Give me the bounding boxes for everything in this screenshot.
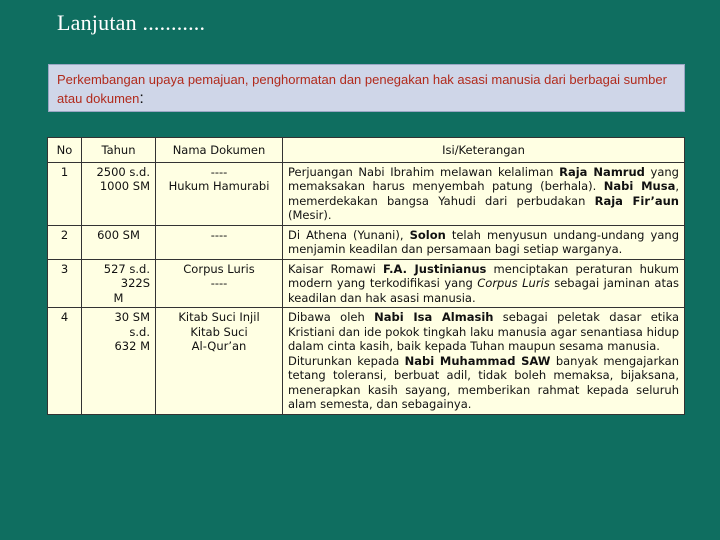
isi-text: Diturunkan kepada <box>288 353 405 368</box>
nama-line: ---- <box>210 276 228 290</box>
tahun-line: 632 M <box>114 339 150 353</box>
row-tahun <box>82 259 156 308</box>
subtitle-colon: : <box>139 90 144 107</box>
isi-bold: F.A. Justinianus <box>383 261 487 276</box>
tahun-line: 2500 s.d. <box>96 164 150 179</box>
isi-text: menciptakan peraturan hukum modern yang terkodifikasi yang <box>288 261 679 290</box>
tahun-line: s.d. <box>129 324 150 339</box>
isi-bold: Raja Namrud <box>559 164 645 179</box>
isi-text: yang memaksakan harus menyembah patung (berhala). <box>288 164 679 193</box>
isi-bold: Nabi Musa <box>603 179 676 193</box>
isi-text: , memerdekakan bangsa Yahudi dari perbudakan <box>288 179 679 208</box>
isi-text: Dibawa oleh <box>288 310 375 324</box>
isi-bold: Raja Fir’aun <box>594 193 679 208</box>
isi-text: telah menyusun undang-undang yang menjamin keadilan dan persamaan bagi setiap warganya. <box>288 227 679 256</box>
table-row <box>48 259 685 308</box>
row-isi <box>283 259 685 308</box>
row-no: 2 <box>48 225 82 259</box>
isi-text: sebagai jaminan atas keadilan dan hak asasi manusia. <box>288 276 679 305</box>
row-no: 3 <box>48 259 82 308</box>
document-table <box>47 137 685 415</box>
header-tahun: Tahun <box>82 138 156 163</box>
nama-line: ---- <box>210 164 228 179</box>
isi-paragraph <box>288 310 679 354</box>
page-title: Lanjutan ........... <box>57 10 206 35</box>
row-isi <box>283 308 685 415</box>
row-tahun <box>82 308 156 415</box>
isi-paragraph <box>288 354 679 412</box>
row-tahun <box>82 225 156 259</box>
row-nama-dokumen <box>156 162 283 225</box>
row-no: 1 <box>48 162 82 225</box>
table-header-row <box>48 138 685 163</box>
isi-text: Kaisar Romawi <box>288 261 384 276</box>
tahun-line: 600 SM <box>97 227 140 242</box>
isi-text: sebagai peletak dasar etika Kristiani dan ide pokok tingkah laku manusia agar senantiasa hidup dalam cinta kasih, baik kepada Tuhan maupun sesama manusia. <box>288 310 679 353</box>
header-nama-dokumen: Nama Dokumen <box>156 138 283 163</box>
nama-line: Kitab Suci <box>190 324 248 339</box>
table-row <box>48 308 685 415</box>
nama-line: Kitab Suci Injil <box>178 310 260 324</box>
isi-text: Di Athena (Yunani), <box>288 227 410 242</box>
nama-line: Corpus Luris <box>183 261 255 276</box>
row-no: 4 <box>48 308 82 415</box>
isi-text: Perjuangan Nabi Ibrahim melawan kelaliman <box>288 164 560 179</box>
tahun-line: 30 SM <box>114 310 150 324</box>
row-nama-dokumen <box>156 259 283 308</box>
row-isi <box>283 225 685 259</box>
subtitle-box <box>48 64 685 112</box>
subtitle-text: Perkembangan upaya pemajuan, penghormatan dan penegakan hak asasi manusia dari berbagai sumber atau dokumen <box>57 72 667 106</box>
nama-line: Al-Qur’an <box>191 339 247 353</box>
isi-bold: Nabi Isa Almasih <box>374 310 494 324</box>
nama-line: Hukum Hamurabi <box>168 179 270 193</box>
row-nama-dokumen <box>156 308 283 415</box>
isi-bold: Solon <box>409 227 446 242</box>
isi-bold: Nabi Muhammad SAW <box>404 353 551 368</box>
row-isi <box>283 162 685 225</box>
tahun-line: 1000 SM <box>99 179 150 193</box>
isi-italic: Corpus Luris <box>477 276 550 290</box>
isi-text: (Mesir). <box>288 208 332 222</box>
tahun-line: M <box>113 290 124 305</box>
table-row <box>48 162 685 225</box>
tahun-line: 527 s.d. <box>103 261 150 276</box>
isi-text: banyak mengajarkan tetang toleransi, berbuat adil, tidak boleh memaksa, bijaksana, menerapkan kasih sayang, memberikan rahmat kepada seluruh alam semesta, dan sebagainya. <box>288 353 679 411</box>
header-isi-keterangan: Isi/Keterangan <box>283 138 685 163</box>
header-no: No <box>48 138 82 163</box>
row-nama-dokumen <box>156 225 283 259</box>
nama-line: ---- <box>210 227 228 242</box>
tahun-line: 322S <box>120 276 150 290</box>
row-tahun <box>82 162 156 225</box>
table-row <box>48 225 685 259</box>
